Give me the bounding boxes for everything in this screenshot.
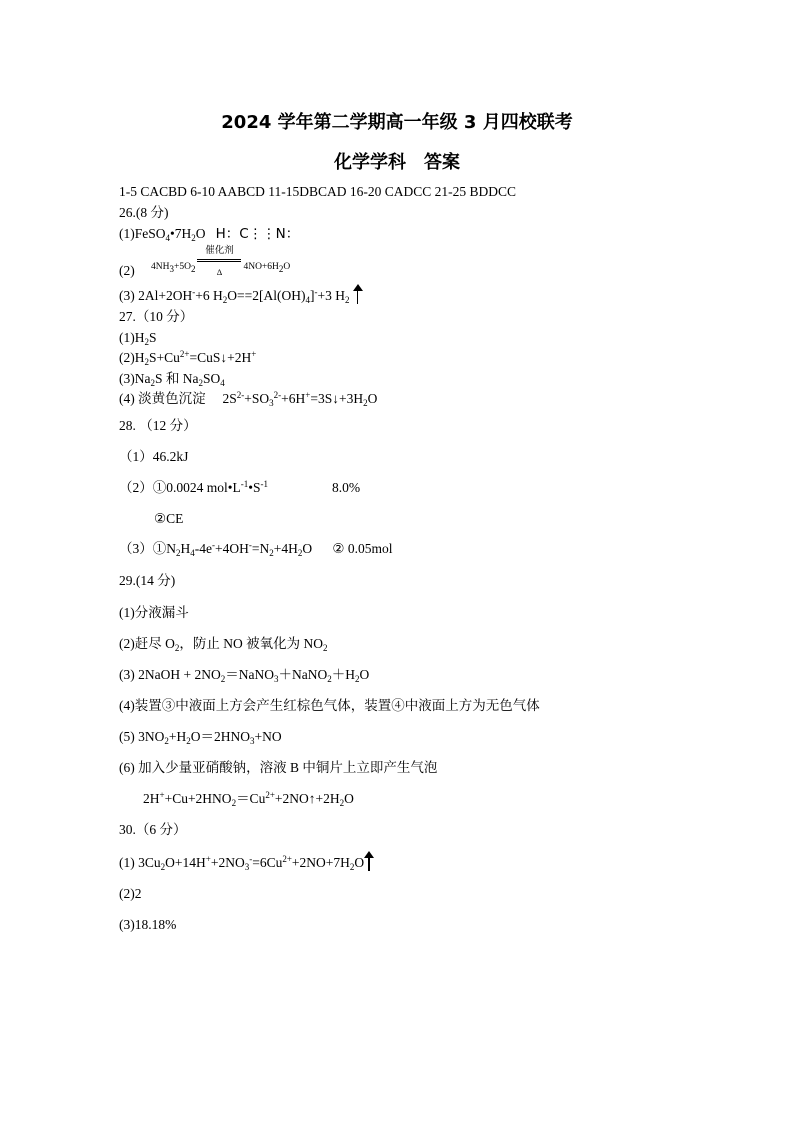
q28-part1 bbox=[119, 448, 188, 466]
q29-p3-b: ＝NaNO bbox=[225, 667, 274, 682]
q27-p2-c: =CuS↓+2H bbox=[189, 350, 252, 365]
q28-p3-sub4: 2 bbox=[297, 548, 303, 558]
q30-p1-a: (1) 3Cu bbox=[119, 855, 161, 870]
q26-p3-sup2: - bbox=[314, 287, 318, 297]
q29-p3-e: O bbox=[359, 667, 370, 682]
q26-p2-left-sub: 3 bbox=[169, 264, 174, 274]
q29-part4 bbox=[119, 697, 540, 715]
q28-p3-sub1: 2 bbox=[176, 548, 181, 558]
q26-p2-right2: O bbox=[283, 262, 291, 272]
q28-p2-b: •S bbox=[248, 480, 261, 495]
q27-p4-sup1: 2- bbox=[236, 390, 245, 400]
q27-p2-sub: 2 bbox=[144, 357, 149, 367]
q30-header bbox=[119, 821, 187, 839]
q28-p2-sup1: -1 bbox=[240, 479, 249, 489]
q26-header-text: 26.(8 分) bbox=[119, 205, 169, 220]
q27-p4-a: (4) 淡黄色沉淀 2S bbox=[119, 391, 237, 406]
q26-header bbox=[119, 204, 169, 222]
q27-p4-b: +SO bbox=[244, 391, 270, 406]
q29-p3-sub1: 2 bbox=[220, 674, 226, 684]
q27-p2-sup2: + bbox=[251, 349, 257, 359]
q29-header-text: 29.(14 分) bbox=[119, 573, 176, 588]
q29-part5 bbox=[119, 728, 282, 746]
q28-p3-b: H bbox=[180, 541, 191, 556]
q28-p3-h: ② 0.05mol bbox=[332, 541, 393, 556]
q29-p6b-sub2: 2 bbox=[339, 798, 345, 808]
q29-part1 bbox=[119, 604, 189, 622]
q27-p4-c: +6H bbox=[281, 391, 306, 406]
q28-p3-c: -4e bbox=[194, 541, 212, 556]
q29-part6 bbox=[119, 759, 437, 777]
q29-p3-d: ＋H bbox=[331, 667, 355, 682]
q26-part1 bbox=[119, 225, 299, 243]
gas-up-arrow-icon bbox=[353, 286, 363, 304]
q30-part1 bbox=[119, 853, 374, 872]
q28-part2 bbox=[119, 479, 268, 497]
document-title: 2024 学年第二学期高一年级 3 月四校联考 bbox=[221, 112, 573, 133]
q27-p2-sup: 2+ bbox=[179, 349, 190, 359]
q30-p1-sup2: - bbox=[249, 854, 253, 864]
q28-p3-g: O bbox=[302, 541, 313, 556]
q26-p3-e: +3 H bbox=[317, 288, 345, 303]
q29-header bbox=[119, 572, 175, 590]
q27-header-text: 27.（10 分） bbox=[119, 309, 194, 324]
q28-p3-a: （3）①N bbox=[119, 541, 176, 556]
document-subtitle: 化学学科 答案 bbox=[334, 152, 460, 173]
q28-p2-a: （2）①0.0024 mol•L bbox=[119, 480, 241, 495]
q29-p2-a: (2)赶尽 O bbox=[119, 636, 175, 651]
q27-p2-a: (2)H bbox=[119, 350, 145, 365]
q29-p6: (6) 加入少量亚硝酸钠，溶液 B 中铜片上立即产生气泡 bbox=[119, 760, 438, 775]
q29-p3-a: (3) 2NaOH + 2NO bbox=[119, 667, 221, 682]
q28-p2-c: 8.0% bbox=[332, 480, 361, 495]
q28-part3 bbox=[119, 540, 392, 558]
q27-part3 bbox=[119, 370, 225, 388]
q29-p5-sub1: 2 bbox=[164, 736, 169, 746]
q30-p1-sub2: 3 bbox=[244, 862, 250, 872]
q27-part2 bbox=[119, 349, 256, 367]
q30-p1-c: +2NO bbox=[210, 855, 245, 870]
q29-p6b-sup1: + bbox=[159, 790, 165, 800]
q29-part3 bbox=[119, 666, 369, 684]
catalyst-label: 催化剂 bbox=[205, 245, 234, 256]
q28-p3-sub3: 2 bbox=[269, 548, 274, 558]
q27-p3-sub3: 4 bbox=[220, 378, 225, 388]
q27-p4-sub1: 3 bbox=[269, 398, 274, 408]
q26-part3 bbox=[119, 286, 363, 305]
q30-p1-b: O+14H bbox=[165, 855, 206, 870]
q30-p1-f: O bbox=[354, 855, 365, 870]
q27-p4-d: =3S↓+3H bbox=[310, 391, 364, 406]
q30-part3 bbox=[119, 916, 176, 934]
reaction-condition-arrow bbox=[197, 245, 241, 277]
q26-p2-left: 4NH bbox=[151, 262, 170, 272]
q26-p3-sup: - bbox=[192, 287, 196, 297]
q28-p3-sub2: 4 bbox=[190, 548, 195, 558]
q26-part2-equation bbox=[151, 245, 291, 277]
q27-part4 bbox=[119, 390, 377, 408]
q29-p5-sub3: 3 bbox=[250, 736, 255, 746]
q29-p2-b: ，防止 NO 被氧化为 NO bbox=[179, 636, 323, 651]
q28-p3-d: +4OH bbox=[215, 541, 249, 556]
q29-p5-sub2: 2 bbox=[186, 736, 191, 746]
q30-p1-e: +2NO+7H bbox=[291, 855, 350, 870]
q27-p4-sub2: 2 bbox=[363, 398, 368, 408]
q29-part2 bbox=[119, 635, 328, 653]
q29-p3-sub2: 3 bbox=[273, 674, 279, 684]
q26-p3-sub4: 4 bbox=[305, 295, 310, 305]
q29-p5-c: O＝2HNO bbox=[190, 729, 250, 744]
q30-p1-sub1: 2 bbox=[160, 862, 166, 872]
q26-p3-a: (3) 2Al+2OH bbox=[119, 288, 193, 303]
q26-p3-sub: 2 bbox=[222, 295, 228, 305]
q29-p6b-e: O bbox=[344, 791, 354, 806]
q29-p3-sub3: 2 bbox=[327, 674, 332, 684]
q29-p6b-d: +2NO↑+2H bbox=[274, 791, 340, 806]
q29-p6b-sub1: 2 bbox=[231, 798, 237, 808]
q29-p2-sub1: 2 bbox=[174, 643, 180, 653]
q26-p2-right-sub: 2 bbox=[278, 264, 284, 274]
q27-p3-sub2: 2 bbox=[198, 378, 203, 388]
q30-p2: (2)2 bbox=[119, 886, 142, 901]
q30-header-text: 30.（6 分） bbox=[119, 822, 187, 837]
q28-p3-sup2: - bbox=[248, 540, 252, 550]
q29-p5-d: +NO bbox=[254, 729, 282, 744]
q29-p6b-c: ＝Cu bbox=[236, 791, 266, 806]
q29-p5-b: +H bbox=[168, 729, 187, 744]
q29-p5-a: (5) 3NO bbox=[119, 729, 165, 744]
q27-p4-sup3: + bbox=[305, 390, 311, 400]
q30-p1-d: =6Cu bbox=[252, 855, 283, 870]
gas-up-arrow-icon bbox=[364, 853, 374, 871]
q27-p4-e: O bbox=[367, 391, 378, 406]
q26-p2-left2: +5O bbox=[173, 262, 191, 272]
q28-header-text: 28. （12 分） bbox=[119, 418, 197, 433]
q28-part2-conversion bbox=[332, 479, 360, 497]
q27-p3-b: S 和 Na bbox=[154, 371, 199, 386]
q27-p3-sub: 2 bbox=[150, 378, 155, 388]
q26-p3-sub2b: 2 bbox=[344, 295, 350, 305]
q30-p1-sup3: 2+ bbox=[282, 854, 292, 864]
q29-p3-c: ＋NaNO bbox=[278, 667, 328, 682]
q26-p1-sub2: 2 bbox=[191, 233, 196, 243]
q26-p3-b: +6 H bbox=[195, 288, 223, 303]
q28-p2-2: ②CE bbox=[154, 511, 184, 526]
q26-p1-mid: •7H bbox=[170, 226, 192, 241]
q30-p1-sup1: + bbox=[205, 854, 211, 864]
q29-p1: (1)分液漏斗 bbox=[119, 605, 189, 620]
q28-p3-e: =N bbox=[251, 541, 270, 556]
q26-lewis-structure: H：C⋮⋮N： bbox=[215, 226, 300, 242]
q26-p1-o: O bbox=[195, 226, 206, 241]
q27-p2-b: S+Cu bbox=[149, 350, 180, 365]
q26-p1-sub: 4 bbox=[165, 233, 170, 243]
q27-p3-c: SO bbox=[202, 371, 221, 386]
q29-p2-sub2: 2 bbox=[323, 643, 328, 653]
q28-part2-sub2 bbox=[154, 510, 183, 528]
q29-p4: (4)装置③中液面上方会产生红棕色气体，装置④中液面上方为无色气体 bbox=[119, 698, 540, 713]
q27-p1-b: S bbox=[149, 330, 157, 345]
q27-part1 bbox=[119, 329, 157, 347]
q27-p3-a: (3)Na bbox=[119, 371, 151, 386]
q26-p2-label: (2) bbox=[119, 263, 135, 278]
mc-answers: 1-5 CACBD 6-10 AABCD 11-15DBCAD 16-20 CADCC 21-25 BDDCC bbox=[119, 184, 517, 199]
q26-p2-right: 4NO+6H bbox=[243, 262, 279, 272]
q27-header bbox=[119, 308, 193, 326]
q27-p1-sub: 2 bbox=[144, 337, 149, 347]
q29-p6b-a: 2H bbox=[143, 791, 160, 806]
q28-p1: （1）46.2kJ bbox=[119, 449, 189, 464]
q30-part2 bbox=[119, 885, 142, 903]
q30-p3: (3)18.18% bbox=[119, 917, 177, 932]
q27-p4-sup2: 2- bbox=[273, 390, 282, 400]
q28-header bbox=[119, 417, 197, 435]
q28-p2-sup2: -1 bbox=[260, 479, 268, 489]
q27-p1-a: (1)H bbox=[119, 330, 145, 345]
q29-part6-equation bbox=[143, 790, 354, 808]
q29-p3-sub4: 2 bbox=[354, 674, 360, 684]
q26-part2-label bbox=[119, 262, 135, 280]
q29-p6b-b: +Cu+2HNO bbox=[164, 791, 232, 806]
heat-label: Δ bbox=[216, 267, 223, 277]
q28-p3-f: +4H bbox=[273, 541, 298, 556]
q26-p3-d: ] bbox=[309, 288, 315, 303]
q28-p3-sup1: - bbox=[212, 540, 215, 550]
q26-p1-text: (1)FeSO bbox=[119, 226, 166, 241]
q29-p6b-sup2: 2+ bbox=[265, 790, 275, 800]
q26-p2-left2-sub: 2 bbox=[190, 264, 196, 274]
q30-p1-sub3: 2 bbox=[349, 862, 355, 872]
q26-p3-c: O==2[Al(OH) bbox=[227, 288, 306, 303]
